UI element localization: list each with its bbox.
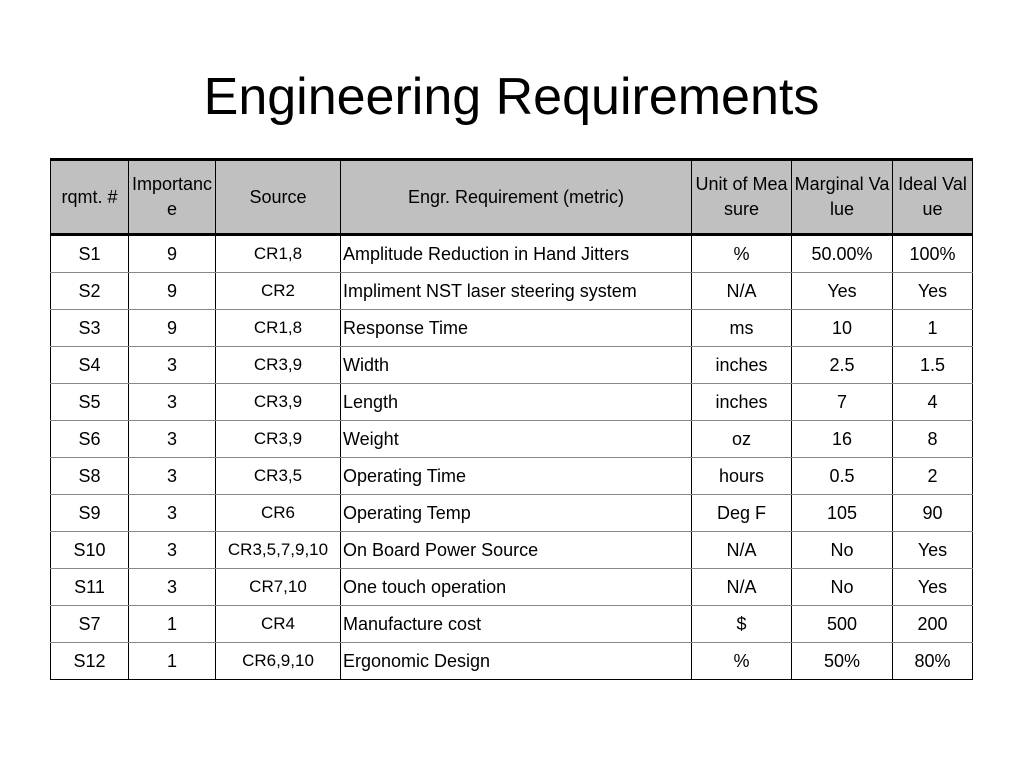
cell-importance: 1	[129, 606, 216, 643]
cell-rqmt-number: S8	[51, 458, 129, 495]
cell-unit: N/A	[692, 569, 792, 606]
cell-source: CR1,8	[216, 235, 341, 273]
cell-unit: %	[692, 643, 792, 680]
cell-ideal: Yes	[893, 569, 973, 606]
cell-marginal: 0.5	[792, 458, 893, 495]
cell-marginal: Yes	[792, 273, 893, 310]
table-row	[51, 495, 973, 532]
cell-requirement: On Board Power Source	[341, 532, 692, 569]
cell-unit: ms	[692, 310, 792, 347]
cell-ideal: 8	[893, 421, 973, 458]
table-row	[51, 606, 973, 643]
table-row	[51, 384, 973, 421]
cell-rqmt-number: S9	[51, 495, 129, 532]
cell-unit: $	[692, 606, 792, 643]
cell-requirement: One touch operation	[341, 569, 692, 606]
cell-source: CR3,5,7,9,10	[216, 532, 341, 569]
cell-importance: 3	[129, 532, 216, 569]
cell-source: CR1,8	[216, 310, 341, 347]
cell-requirement: Weight	[341, 421, 692, 458]
requirements-table	[50, 158, 973, 680]
cell-requirement: Operating Temp	[341, 495, 692, 532]
cell-source: CR3,5	[216, 458, 341, 495]
cell-requirement: Ergonomic Design	[341, 643, 692, 680]
cell-unit: N/A	[692, 273, 792, 310]
cell-unit: %	[692, 235, 792, 273]
header-marginal-value: Marginal Value	[792, 160, 893, 235]
cell-rqmt-number: S12	[51, 643, 129, 680]
cell-source: CR6	[216, 495, 341, 532]
header-importance: Importance	[129, 160, 216, 235]
cell-requirement: Operating Time	[341, 458, 692, 495]
cell-source: CR7,10	[216, 569, 341, 606]
cell-importance: 9	[129, 310, 216, 347]
cell-rqmt-number: S6	[51, 421, 129, 458]
cell-ideal: 1.5	[893, 347, 973, 384]
cell-requirement: Manufacture cost	[341, 606, 692, 643]
cell-source: CR2	[216, 273, 341, 310]
cell-rqmt-number: S10	[51, 532, 129, 569]
cell-rqmt-number: S11	[51, 569, 129, 606]
cell-marginal: No	[792, 532, 893, 569]
table-row	[51, 310, 973, 347]
cell-rqmt-number: S4	[51, 347, 129, 384]
table-row	[51, 273, 973, 310]
cell-marginal: 50%	[792, 643, 893, 680]
header-rqmt-number: rqmt. #	[51, 160, 129, 235]
cell-unit: hours	[692, 458, 792, 495]
cell-marginal: 10	[792, 310, 893, 347]
cell-requirement: Response Time	[341, 310, 692, 347]
table-row	[51, 532, 973, 569]
cell-marginal: 105	[792, 495, 893, 532]
cell-source: CR4	[216, 606, 341, 643]
cell-marginal: 50.00%	[792, 235, 893, 273]
cell-rqmt-number: S2	[51, 273, 129, 310]
cell-unit: Deg F	[692, 495, 792, 532]
table-row	[51, 347, 973, 384]
cell-ideal: 100%	[893, 235, 973, 273]
cell-rqmt-number: S7	[51, 606, 129, 643]
cell-ideal: 4	[893, 384, 973, 421]
header-ideal-value: Ideal Value	[893, 160, 973, 235]
table-row	[51, 643, 973, 680]
cell-importance: 9	[129, 273, 216, 310]
cell-rqmt-number: S3	[51, 310, 129, 347]
cell-ideal: 2	[893, 458, 973, 495]
cell-importance: 9	[129, 235, 216, 273]
cell-marginal: 16	[792, 421, 893, 458]
cell-source: CR3,9	[216, 384, 341, 421]
cell-importance: 3	[129, 458, 216, 495]
header-engr-requirement: Engr. Requirement (metric)	[341, 160, 692, 235]
cell-marginal: 7	[792, 384, 893, 421]
cell-requirement: Impliment NST laser steering system	[341, 273, 692, 310]
cell-rqmt-number: S5	[51, 384, 129, 421]
table-header-row	[51, 160, 973, 235]
cell-importance: 3	[129, 569, 216, 606]
cell-importance: 3	[129, 421, 216, 458]
cell-requirement: Length	[341, 384, 692, 421]
cell-requirement: Width	[341, 347, 692, 384]
cell-marginal: No	[792, 569, 893, 606]
cell-ideal: 200	[893, 606, 973, 643]
cell-requirement: Amplitude Reduction in Hand Jitters	[341, 235, 692, 273]
cell-source: CR6,9,10	[216, 643, 341, 680]
cell-importance: 1	[129, 643, 216, 680]
cell-ideal: 1	[893, 310, 973, 347]
header-unit-of-measure: Unit of Measure	[692, 160, 792, 235]
table-row	[51, 569, 973, 606]
cell-ideal: Yes	[893, 532, 973, 569]
header-source: Source	[216, 160, 341, 235]
cell-importance: 3	[129, 347, 216, 384]
table-row	[51, 458, 973, 495]
cell-ideal: 80%	[893, 643, 973, 680]
cell-ideal: Yes	[893, 273, 973, 310]
cell-unit: N/A	[692, 532, 792, 569]
cell-marginal: 500	[792, 606, 893, 643]
slide-title: Engineering Requirements	[203, 68, 820, 126]
cell-source: CR3,9	[216, 347, 341, 384]
cell-marginal: 2.5	[792, 347, 893, 384]
cell-unit: oz	[692, 421, 792, 458]
cell-source: CR3,9	[216, 421, 341, 458]
table-row	[51, 421, 973, 458]
cell-ideal: 90	[893, 495, 973, 532]
cell-importance: 3	[129, 495, 216, 532]
table-row	[51, 235, 973, 273]
cell-unit: inches	[692, 347, 792, 384]
cell-unit: inches	[692, 384, 792, 421]
cell-rqmt-number: S1	[51, 235, 129, 273]
cell-importance: 3	[129, 384, 216, 421]
